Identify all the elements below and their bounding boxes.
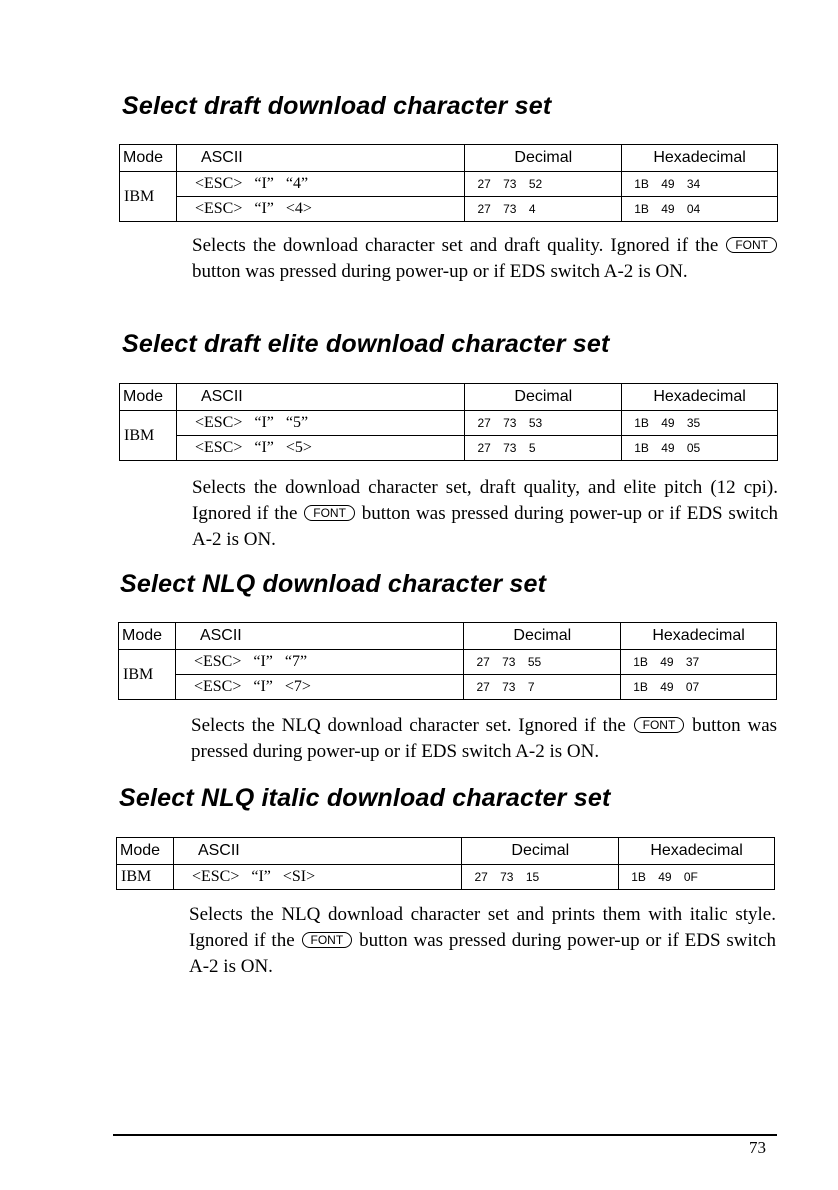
description — [189, 902, 776, 980]
ascii-cell: <ESC> “I” <5> — [176, 436, 465, 461]
ascii-cell: <ESC> “I” “4” — [176, 172, 465, 197]
header-decimal: Decimal — [465, 384, 622, 411]
section-title: Select draft download character set — [122, 92, 552, 120]
decimal-cell: 27 73 4 — [465, 197, 622, 222]
description-text: Selects the download character set and draft quality. Ignored if the — [192, 235, 719, 256]
hex-cell: 1B 49 05 — [622, 436, 778, 461]
header-mode: Mode — [120, 145, 177, 172]
section-title: Select draft elite download character set — [122, 330, 610, 358]
ascii-cell: <ESC> “I” <4> — [176, 197, 465, 222]
mode-cell: IBM — [120, 411, 177, 461]
header-ascii: ASCII — [175, 623, 464, 650]
header-ascii: ASCII — [176, 145, 465, 172]
font-button-icon: FONT — [304, 505, 355, 521]
table-row — [119, 675, 777, 700]
decimal-cell: 27 73 15 — [462, 865, 619, 890]
ascii-cell: <ESC> “I” “5” — [176, 411, 465, 436]
hex-cell: 1B 49 0F — [619, 865, 775, 890]
hex-cell: 1B 49 34 — [622, 172, 778, 197]
mode-cell: IBM — [120, 172, 177, 222]
footer-rule — [113, 1134, 777, 1136]
description-text: button was pressed during power-up or if EDS switch A-2 is ON. — [192, 261, 688, 282]
header-decimal: Decimal — [462, 838, 619, 865]
decimal-cell: 27 73 7 — [464, 675, 621, 700]
table-row — [119, 650, 777, 675]
header-hexadecimal: Hexadecimal — [619, 838, 775, 865]
mode-cell: IBM — [119, 650, 176, 700]
hex-cell: 1B 49 35 — [622, 411, 778, 436]
decimal-cell: 27 73 5 — [465, 436, 622, 461]
description — [192, 475, 778, 553]
table-header-row — [120, 384, 778, 411]
font-button-icon: FONT — [302, 932, 353, 948]
hex-cell: 1B 49 07 — [621, 675, 777, 700]
description-text: Selects the NLQ download character set. Ignored if the — [191, 715, 626, 736]
section-title: Select NLQ download character set — [120, 570, 547, 598]
table-row — [117, 865, 775, 890]
command-table — [116, 837, 775, 890]
command-table — [119, 144, 778, 222]
header-hexadecimal: Hexadecimal — [621, 623, 777, 650]
command-table — [119, 383, 778, 461]
table-row — [120, 197, 778, 222]
hex-cell: 1B 49 37 — [621, 650, 777, 675]
description-text: Selects the download character set, draft quality, and elite pitch (12 cpi). Ignored if the — [192, 477, 778, 524]
header-hexadecimal: Hexadecimal — [622, 145, 778, 172]
description-text: button was pressed during power-up or if EDS switch A-2 is ON. — [192, 503, 778, 550]
command-table — [118, 622, 777, 700]
description-text: button was pressed during power-up or if EDS switch A-2 is ON. — [191, 715, 778, 762]
description — [191, 713, 777, 765]
header-decimal: Decimal — [464, 623, 621, 650]
table-header-row — [119, 623, 777, 650]
ascii-cell: <ESC> “I” <SI> — [173, 865, 462, 890]
header-ascii: ASCII — [173, 838, 462, 865]
mode-cell: IBM — [117, 865, 174, 890]
description — [192, 233, 778, 285]
header-hexadecimal: Hexadecimal — [622, 384, 778, 411]
table-row — [120, 172, 778, 197]
header-mode: Mode — [119, 623, 176, 650]
header-mode: Mode — [117, 838, 174, 865]
description-text: button was pressed during power-up or if EDS switch A-2 is ON. — [189, 930, 777, 977]
decimal-cell: 27 73 53 — [465, 411, 622, 436]
description-text: Selects the NLQ download character set and prints them with italic style. Ignored if the — [189, 904, 776, 951]
table-header-row — [120, 145, 778, 172]
header-mode: Mode — [120, 384, 177, 411]
table-header-row — [117, 838, 775, 865]
table-row — [120, 436, 778, 461]
decimal-cell: 27 73 55 — [464, 650, 621, 675]
header-decimal: Decimal — [465, 145, 622, 172]
table-row — [120, 411, 778, 436]
ascii-cell: <ESC> “I” “7” — [175, 650, 464, 675]
font-button-icon: FONT — [634, 717, 685, 733]
font-button-icon: FONT — [726, 237, 777, 253]
section-title: Select NLQ italic download character set — [119, 784, 611, 812]
hex-cell: 1B 49 04 — [622, 197, 778, 222]
page-number: 73 — [749, 1138, 766, 1157]
header-ascii: ASCII — [176, 384, 465, 411]
decimal-cell: 27 73 52 — [465, 172, 622, 197]
ascii-cell: <ESC> “I” <7> — [175, 675, 464, 700]
